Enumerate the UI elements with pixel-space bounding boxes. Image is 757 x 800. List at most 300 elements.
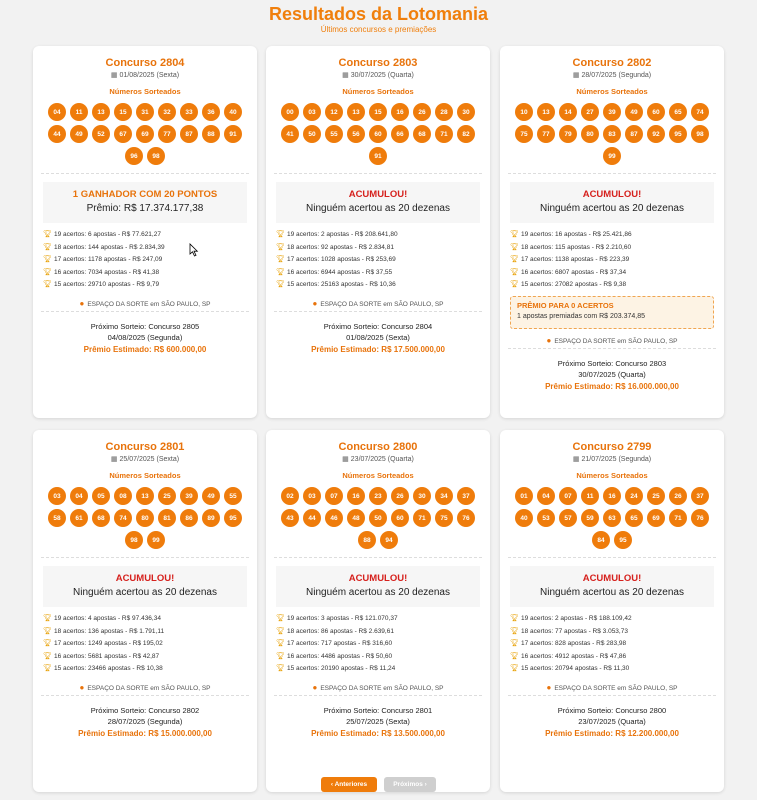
drawn-number-ball: 65 <box>625 509 643 527</box>
trophy-icon: 🏆︎ <box>510 652 519 660</box>
prize-tier-text: 19 acertos: 2 apostas - R$ 188.109,42 <box>521 615 632 622</box>
drawn-number-ball: 63 <box>603 509 621 527</box>
drawn-number-ball: 75 <box>515 125 533 143</box>
contest-title-label: Concurso <box>338 441 393 453</box>
winner-location <box>266 296 490 311</box>
drawn-number-ball: 52 <box>92 125 110 143</box>
zero-hits-prize-box <box>510 296 714 329</box>
result-detail: Ninguém acertou as 20 dezenas <box>306 203 450 214</box>
calendar-icon: ▦ <box>572 72 580 79</box>
prize-tiers <box>500 607 724 676</box>
map-pin-icon: ● <box>312 298 318 308</box>
trophy-icon: 🏆︎ <box>276 652 285 660</box>
contest-date-text: 23/07/2025 (Quarta) <box>350 456 414 463</box>
next-draw <box>266 705 490 740</box>
drawn-number-ball: 98 <box>691 125 709 143</box>
contest-date <box>33 455 257 464</box>
result-box <box>510 182 714 223</box>
drawn-number-ball: 92 <box>647 125 665 143</box>
drawn-number-ball: 91 <box>224 125 242 143</box>
next-draw-contest <box>266 321 490 332</box>
drawn-number-ball: 67 <box>114 125 132 143</box>
result-detail: Ninguém acertou as 20 dezenas <box>306 587 450 598</box>
drawn-number-ball: 44 <box>303 509 321 527</box>
winner-location-text: ESPAÇO DA SORTE em SÃO PAULO, SP <box>87 300 211 308</box>
trophy-icon: 🏆︎ <box>276 665 285 673</box>
prize-tier-text: 15 acertos: 29710 apostas - R$ 9,79 <box>54 281 160 289</box>
prize-tier-text: 15 acertos: 23466 apostas - R$ 10,38 <box>54 665 163 673</box>
next-draw-date: 01/08/2025 (Sexta) <box>346 332 410 342</box>
drawn-numbers-label: Números Sorteados <box>576 87 648 96</box>
next-draw-contest <box>500 358 724 369</box>
drawn-number-ball: 83 <box>603 125 621 143</box>
contest-title-label: Concurso <box>572 441 627 453</box>
result-headline: 1 GANHADOR COM 20 PONTOS <box>72 189 218 200</box>
drawn-number-ball: 68 <box>92 509 110 527</box>
page-title: Resultados da Lotomania <box>268 4 489 24</box>
drawn-number-ball: 34 <box>435 487 453 505</box>
drawn-number-ball: 65 <box>669 103 687 121</box>
result-box <box>276 182 480 223</box>
drawn-numbers <box>500 103 724 173</box>
drawn-number-ball: 74 <box>691 103 709 121</box>
next-draw-label: Próximo Sorteio: <box>90 705 149 715</box>
drawn-number-ball: 00 <box>281 103 299 121</box>
prize-tier-text: 16 acertos: 6807 apostas - R$ 37,34 <box>521 268 627 276</box>
drawn-number-ball: 69 <box>136 125 154 143</box>
contest-date <box>266 71 490 80</box>
prize-tier-row <box>510 267 724 280</box>
prize-tier-row <box>276 626 490 639</box>
drawn-number-ball: 16 <box>391 103 409 121</box>
drawn-number-ball: 50 <box>369 509 387 527</box>
drawn-number-ball: 84 <box>592 531 610 549</box>
drawn-number-ball: 48 <box>347 509 365 527</box>
drawn-number-ball: 39 <box>603 103 621 121</box>
result-box <box>510 566 714 607</box>
drawn-number-ball: 41 <box>281 125 299 143</box>
drawn-number-ball: 68 <box>413 125 431 143</box>
contest-card <box>33 430 257 792</box>
trophy-icon: 🏆︎ <box>276 640 285 648</box>
contest-card <box>33 46 257 418</box>
drawn-number-ball: 77 <box>158 125 176 143</box>
trophy-icon: 🏆︎ <box>43 665 52 673</box>
contest-card <box>500 46 724 418</box>
next-draw <box>500 705 724 740</box>
next-draw-contest-number: Concurso 2801 <box>381 705 433 715</box>
drawn-numbers-label: Números Sorteados <box>342 471 414 480</box>
drawn-number-ball: 74 <box>114 509 132 527</box>
map-pin-icon: ● <box>546 682 552 692</box>
next-draw-estimated-prize: Prêmio Estimado: R$ 13.500.000,00 <box>311 728 445 738</box>
calendar-icon: ▦ <box>342 72 349 79</box>
prize-tier-text: 18 acertos: 92 apostas - R$ 2.834,81 <box>287 243 394 251</box>
winner-location <box>500 680 724 695</box>
next-draw-date: 28/07/2025 (Segunda) <box>107 716 183 726</box>
drawn-number-ball: 50 <box>303 125 321 143</box>
result-headline: ACUMULOU! <box>582 573 642 584</box>
drawn-number-ball: 11 <box>70 103 88 121</box>
result-headline: ACUMULOU! <box>348 573 408 584</box>
trophy-icon: 🏆︎ <box>276 243 285 251</box>
drawn-number-ball: 04 <box>48 103 66 121</box>
drawn-number-ball: 13 <box>537 103 555 121</box>
trophy-icon: 🏆︎ <box>276 231 285 238</box>
drawn-numbers <box>500 487 724 557</box>
calendar-icon: ▦ <box>110 72 118 79</box>
contest-number: 2804 <box>159 57 185 69</box>
drawn-number-ball: 39 <box>180 487 198 505</box>
prize-tier-row <box>510 651 724 664</box>
drawn-number-ball: 11 <box>581 487 599 505</box>
divider <box>41 311 249 312</box>
winner-location-text: ESPAÇO DA SORTE em SÃO PAULO, SP <box>320 300 444 308</box>
next-draw-label: Próximo Sorteio: <box>323 321 382 331</box>
trophy-icon: 🏆︎ <box>276 615 285 622</box>
prize-tier-row <box>510 279 724 292</box>
prize-tier-text: 18 acertos: 77 apostas - R$ 3.053,73 <box>521 627 628 635</box>
drawn-number-ball: 27 <box>581 103 599 121</box>
next-draw-estimated-prize: Prêmio Estimado: R$ 600.000,00 <box>83 344 207 354</box>
calendar-icon: ▦ <box>572 456 580 463</box>
prize-tier-row <box>43 279 257 292</box>
prize-tier-row <box>276 663 490 676</box>
next-draw-label: Próximo Sorteio: <box>557 705 616 715</box>
drawn-number-ball: 80 <box>581 125 599 143</box>
drawn-number-ball: 25 <box>158 487 176 505</box>
trophy-icon: 🏆︎ <box>276 256 285 264</box>
drawn-number-ball: 88 <box>358 531 376 549</box>
calendar-icon: ▦ <box>110 456 118 463</box>
next-draw <box>33 321 257 356</box>
drawn-number-ball: 71 <box>435 125 453 143</box>
drawn-number-ball: 95 <box>224 509 242 527</box>
prize-tier-row <box>510 613 724 626</box>
contest-date <box>266 455 490 464</box>
drawn-number-ball: 13 <box>347 103 365 121</box>
drawn-number-ball: 86 <box>180 509 198 527</box>
drawn-number-ball: 91 <box>369 147 387 165</box>
trophy-icon: 🏆︎ <box>43 627 52 635</box>
contest-card <box>266 46 490 418</box>
next-draw-label: Próximo Sorteio: <box>90 321 149 331</box>
drawn-number-ball: 77 <box>537 125 555 143</box>
drawn-number-ball: 49 <box>625 103 643 121</box>
drawn-number-ball: 32 <box>158 103 176 121</box>
contest-title-label: Concurso <box>105 57 160 69</box>
prize-tier-row <box>43 651 257 664</box>
contest-title <box>266 441 490 454</box>
prize-tier-text: 18 acertos: 115 apostas - R$ 2.210,60 <box>521 243 632 251</box>
drawn-number-ball: 01 <box>515 487 533 505</box>
drawn-number-ball: 49 <box>202 487 220 505</box>
drawn-number-ball: 56 <box>347 125 365 143</box>
contest-date-text: 30/07/2025 (Quarta) <box>350 72 414 79</box>
drawn-number-ball: 33 <box>180 103 198 121</box>
contest-date-text: 25/07/2025 (Sexta) <box>119 456 180 463</box>
next-draw <box>33 705 257 740</box>
contest-title <box>500 441 724 454</box>
prize-tier-text: 17 acertos: 1178 apostas - R$ 247,09 <box>54 256 163 264</box>
previous-page-button[interactable]: ‹ Anteriores <box>321 777 377 792</box>
drawn-number-ball: 16 <box>347 487 365 505</box>
prize-tier-row <box>276 267 490 280</box>
prize-tier-text: 16 acertos: 4486 apostas - R$ 50,60 <box>287 652 393 660</box>
drawn-number-ball: 79 <box>559 125 577 143</box>
prize-tier-row <box>276 242 490 255</box>
prize-tier-text: 17 acertos: 828 apostas - R$ 283,98 <box>521 640 627 648</box>
prize-tier-row <box>510 663 724 676</box>
prize-tier-row <box>276 651 490 664</box>
trophy-icon: 🏆︎ <box>510 640 519 648</box>
map-pin-icon: ● <box>312 682 318 692</box>
prize-tier-text: 19 acertos: 16 apostas - R$ 25.421,86 <box>521 231 632 238</box>
drawn-numbers <box>33 487 257 557</box>
drawn-number-ball: 46 <box>325 509 343 527</box>
drawn-number-ball: 75 <box>435 509 453 527</box>
next-draw-contest-number: Concurso 2803 <box>615 358 667 368</box>
drawn-number-ball: 71 <box>413 509 431 527</box>
divider <box>41 695 249 696</box>
prize-tier-text: 17 acertos: 717 apostas - R$ 316,60 <box>287 640 393 648</box>
result-box <box>43 566 247 607</box>
contest-number: 2801 <box>159 441 185 453</box>
drawn-number-ball: 40 <box>515 509 533 527</box>
contest-title <box>500 57 724 70</box>
drawn-number-ball: 31 <box>136 103 154 121</box>
contest-title <box>33 57 257 70</box>
prize-tiers <box>33 607 257 676</box>
zero-hits-detail: 1 apostas premiadas com R$ 203.374,85 <box>517 312 646 320</box>
drawn-number-ball: 02 <box>281 487 299 505</box>
prize-tier-text: 16 acertos: 6944 apostas - R$ 37,55 <box>287 268 393 276</box>
prize-tier-text: 16 acertos: 4912 apostas - R$ 47,86 <box>521 652 627 660</box>
drawn-number-ball: 55 <box>325 125 343 143</box>
next-draw-label: Próximo Sorteio: <box>557 358 616 368</box>
drawn-number-ball: 26 <box>669 487 687 505</box>
drawn-number-ball: 82 <box>457 125 475 143</box>
drawn-numbers <box>33 103 257 173</box>
contest-title <box>266 57 490 70</box>
next-draw-date: 04/08/2025 (Segunda) <box>107 332 183 342</box>
prize-tier-text: 18 acertos: 136 apostas - R$ 1.791,11 <box>54 627 165 635</box>
drawn-number-ball: 80 <box>136 509 154 527</box>
drawn-number-ball: 60 <box>647 103 665 121</box>
result-box <box>43 182 247 223</box>
next-draw-contest-number: Concurso 2804 <box>381 321 433 331</box>
prize-tier-text: 15 acertos: 20794 apostas - R$ 11,30 <box>521 665 630 673</box>
drawn-numbers-label: Números Sorteados <box>109 471 181 480</box>
drawn-number-ball: 04 <box>537 487 555 505</box>
drawn-number-ball: 69 <box>647 509 665 527</box>
drawn-number-ball: 99 <box>147 531 165 549</box>
prize-tier-row <box>510 254 724 267</box>
drawn-number-ball: 03 <box>303 487 321 505</box>
drawn-number-ball: 30 <box>457 103 475 121</box>
trophy-icon: 🏆︎ <box>510 665 519 673</box>
next-draw-contest <box>266 705 490 716</box>
contest-title-label: Concurso <box>338 57 393 69</box>
prize-tier-text: 19 acertos: 2 apostas - R$ 208.641,80 <box>287 231 398 238</box>
drawn-number-ball: 87 <box>180 125 198 143</box>
winner-location <box>500 333 724 348</box>
drawn-number-ball: 36 <box>202 103 220 121</box>
drawn-numbers-label: Números Sorteados <box>109 87 181 96</box>
drawn-number-ball: 53 <box>537 509 555 527</box>
drawn-number-ball: 14 <box>559 103 577 121</box>
trophy-icon: 🏆︎ <box>510 615 519 622</box>
trophy-icon: 🏆︎ <box>43 243 52 251</box>
prize-tier-row <box>276 279 490 292</box>
drawn-number-ball: 03 <box>48 487 66 505</box>
drawn-number-ball: 44 <box>48 125 66 143</box>
drawn-number-ball: 15 <box>369 103 387 121</box>
prize-tier-text: 19 acertos: 4 apostas - R$ 97.436,34 <box>54 615 161 622</box>
trophy-icon: 🏆︎ <box>510 627 519 635</box>
drawn-numbers <box>266 103 490 173</box>
next-draw-date: 23/07/2025 (Quarta) <box>578 716 646 726</box>
next-draw-date: 30/07/2025 (Quarta) <box>578 369 646 379</box>
prize-tier-text: 17 acertos: 1138 apostas - R$ 223,39 <box>521 256 630 264</box>
trophy-icon: 🏆︎ <box>510 281 519 289</box>
drawn-numbers-label: Números Sorteados <box>576 471 648 480</box>
prize-tiers <box>500 223 724 292</box>
drawn-number-ball: 08 <box>114 487 132 505</box>
prize-tier-row <box>43 663 257 676</box>
contest-number: 2800 <box>392 441 418 453</box>
contest-date <box>33 71 257 80</box>
contest-date-text: 01/08/2025 (Sexta) <box>119 72 180 79</box>
prize-tier-row <box>510 229 724 242</box>
prize-tier-row <box>510 638 724 651</box>
drawn-number-ball: 59 <box>581 509 599 527</box>
zero-hits-title: PRÊMIO PARA 0 ACERTOS <box>517 300 614 310</box>
contest-title-label: Concurso <box>105 441 160 453</box>
drawn-number-ball: 07 <box>325 487 343 505</box>
result-headline: ACUMULOU! <box>115 573 175 584</box>
contest-date-text: 21/07/2025 (Segunda) <box>581 456 652 463</box>
drawn-number-ball: 05 <box>92 487 110 505</box>
result-box <box>276 566 480 607</box>
drawn-number-ball: 12 <box>325 103 343 121</box>
drawn-number-ball: 13 <box>92 103 110 121</box>
trophy-icon: 🏆︎ <box>276 281 285 289</box>
result-detail: Ninguém acertou as 20 dezenas <box>73 587 217 598</box>
prize-tier-text: 19 acertos: 3 apostas - R$ 121.070,37 <box>287 615 398 622</box>
winner-location <box>266 680 490 695</box>
drawn-number-ball: 55 <box>224 487 242 505</box>
contest-date <box>500 71 724 80</box>
prize-tier-row <box>43 613 257 626</box>
drawn-number-ball: 30 <box>413 487 431 505</box>
prize-tier-row <box>510 242 724 255</box>
drawn-number-ball: 89 <box>202 509 220 527</box>
drawn-number-ball: 37 <box>691 487 709 505</box>
trophy-icon: 🏆︎ <box>43 652 52 660</box>
contest-number: 2799 <box>626 441 652 453</box>
trophy-icon: 🏆︎ <box>276 268 285 276</box>
divider <box>508 348 716 349</box>
next-draw-date: 25/07/2025 (Sexta) <box>346 716 410 726</box>
drawn-number-ball: 37 <box>457 487 475 505</box>
winner-location-text: ESPAÇO DA SORTE em SÃO PAULO, SP <box>320 684 444 692</box>
drawn-number-ball: 15 <box>114 103 132 121</box>
contest-card <box>266 430 490 792</box>
trophy-icon: 🏆︎ <box>510 268 519 276</box>
next-draw-label: Próximo Sorteio: <box>323 705 382 715</box>
drawn-number-ball: 61 <box>70 509 88 527</box>
divider <box>508 695 716 696</box>
trophy-icon: 🏆︎ <box>510 231 519 238</box>
prize-tiers <box>266 223 490 292</box>
drawn-number-ball: 60 <box>391 509 409 527</box>
drawn-number-ball: 26 <box>413 103 431 121</box>
calendar-icon: ▦ <box>342 456 349 463</box>
winner-location-text: ESPAÇO DA SORTE em SÃO PAULO, SP <box>554 684 678 692</box>
drawn-number-ball: 26 <box>391 487 409 505</box>
pagination <box>0 777 757 792</box>
drawn-number-ball: 98 <box>125 531 143 549</box>
prize-tiers <box>266 607 490 676</box>
prize-tier-row <box>43 242 257 255</box>
drawn-number-ball: 16 <box>603 487 621 505</box>
prize-tier-row <box>43 638 257 651</box>
trophy-icon: 🏆︎ <box>276 627 285 635</box>
next-draw <box>500 358 724 393</box>
next-draw-contest <box>33 705 257 716</box>
contest-date-text: 28/07/2025 (Segunda) <box>581 72 652 79</box>
drawn-numbers-label: Números Sorteados <box>342 87 414 96</box>
drawn-number-ball: 03 <box>303 103 321 121</box>
drawn-number-ball: 88 <box>202 125 220 143</box>
prize-tiers <box>33 223 257 292</box>
prize-tier-text: 18 acertos: 144 apostas - R$ 2.834,39 <box>54 243 165 251</box>
divider <box>274 311 482 312</box>
drawn-number-ball: 07 <box>559 487 577 505</box>
prize-tier-text: 16 acertos: 7034 apostas - R$ 41,38 <box>54 268 160 276</box>
drawn-number-ball: 76 <box>457 509 475 527</box>
drawn-number-ball: 24 <box>625 487 643 505</box>
prize-tier-text: 17 acertos: 1249 apostas - R$ 195,02 <box>54 640 163 648</box>
drawn-number-ball: 04 <box>70 487 88 505</box>
drawn-number-ball: 71 <box>669 509 687 527</box>
next-draw-contest-number: Concurso 2802 <box>148 705 200 715</box>
drawn-number-ball: 76 <box>691 509 709 527</box>
prize-tier-row <box>510 626 724 639</box>
prize-tier-text: 16 acertos: 5681 apostas - R$ 42,87 <box>54 652 160 660</box>
result-detail: Ninguém acertou as 20 dezenas <box>540 203 684 214</box>
next-page-button[interactable]: Próximos › <box>384 777 436 792</box>
result-detail: Ninguém acertou as 20 dezenas <box>540 587 684 598</box>
next-draw-contest <box>33 321 257 332</box>
map-pin-icon: ● <box>79 298 85 308</box>
drawn-number-ball: 58 <box>48 509 66 527</box>
prize-tier-row <box>276 613 490 626</box>
contest-date <box>500 455 724 464</box>
drawn-number-ball: 25 <box>647 487 665 505</box>
winner-location <box>33 680 257 695</box>
drawn-number-ball: 98 <box>147 147 165 165</box>
drawn-number-ball: 49 <box>70 125 88 143</box>
prize-tier-row <box>276 229 490 242</box>
trophy-icon: 🏆︎ <box>510 256 519 264</box>
prize-tier-text: 15 acertos: 27082 apostas - R$ 9,38 <box>521 281 627 289</box>
contest-title <box>33 441 257 454</box>
contest-card <box>500 430 724 792</box>
drawn-number-ball: 81 <box>158 509 176 527</box>
trophy-icon: 🏆︎ <box>43 640 52 648</box>
